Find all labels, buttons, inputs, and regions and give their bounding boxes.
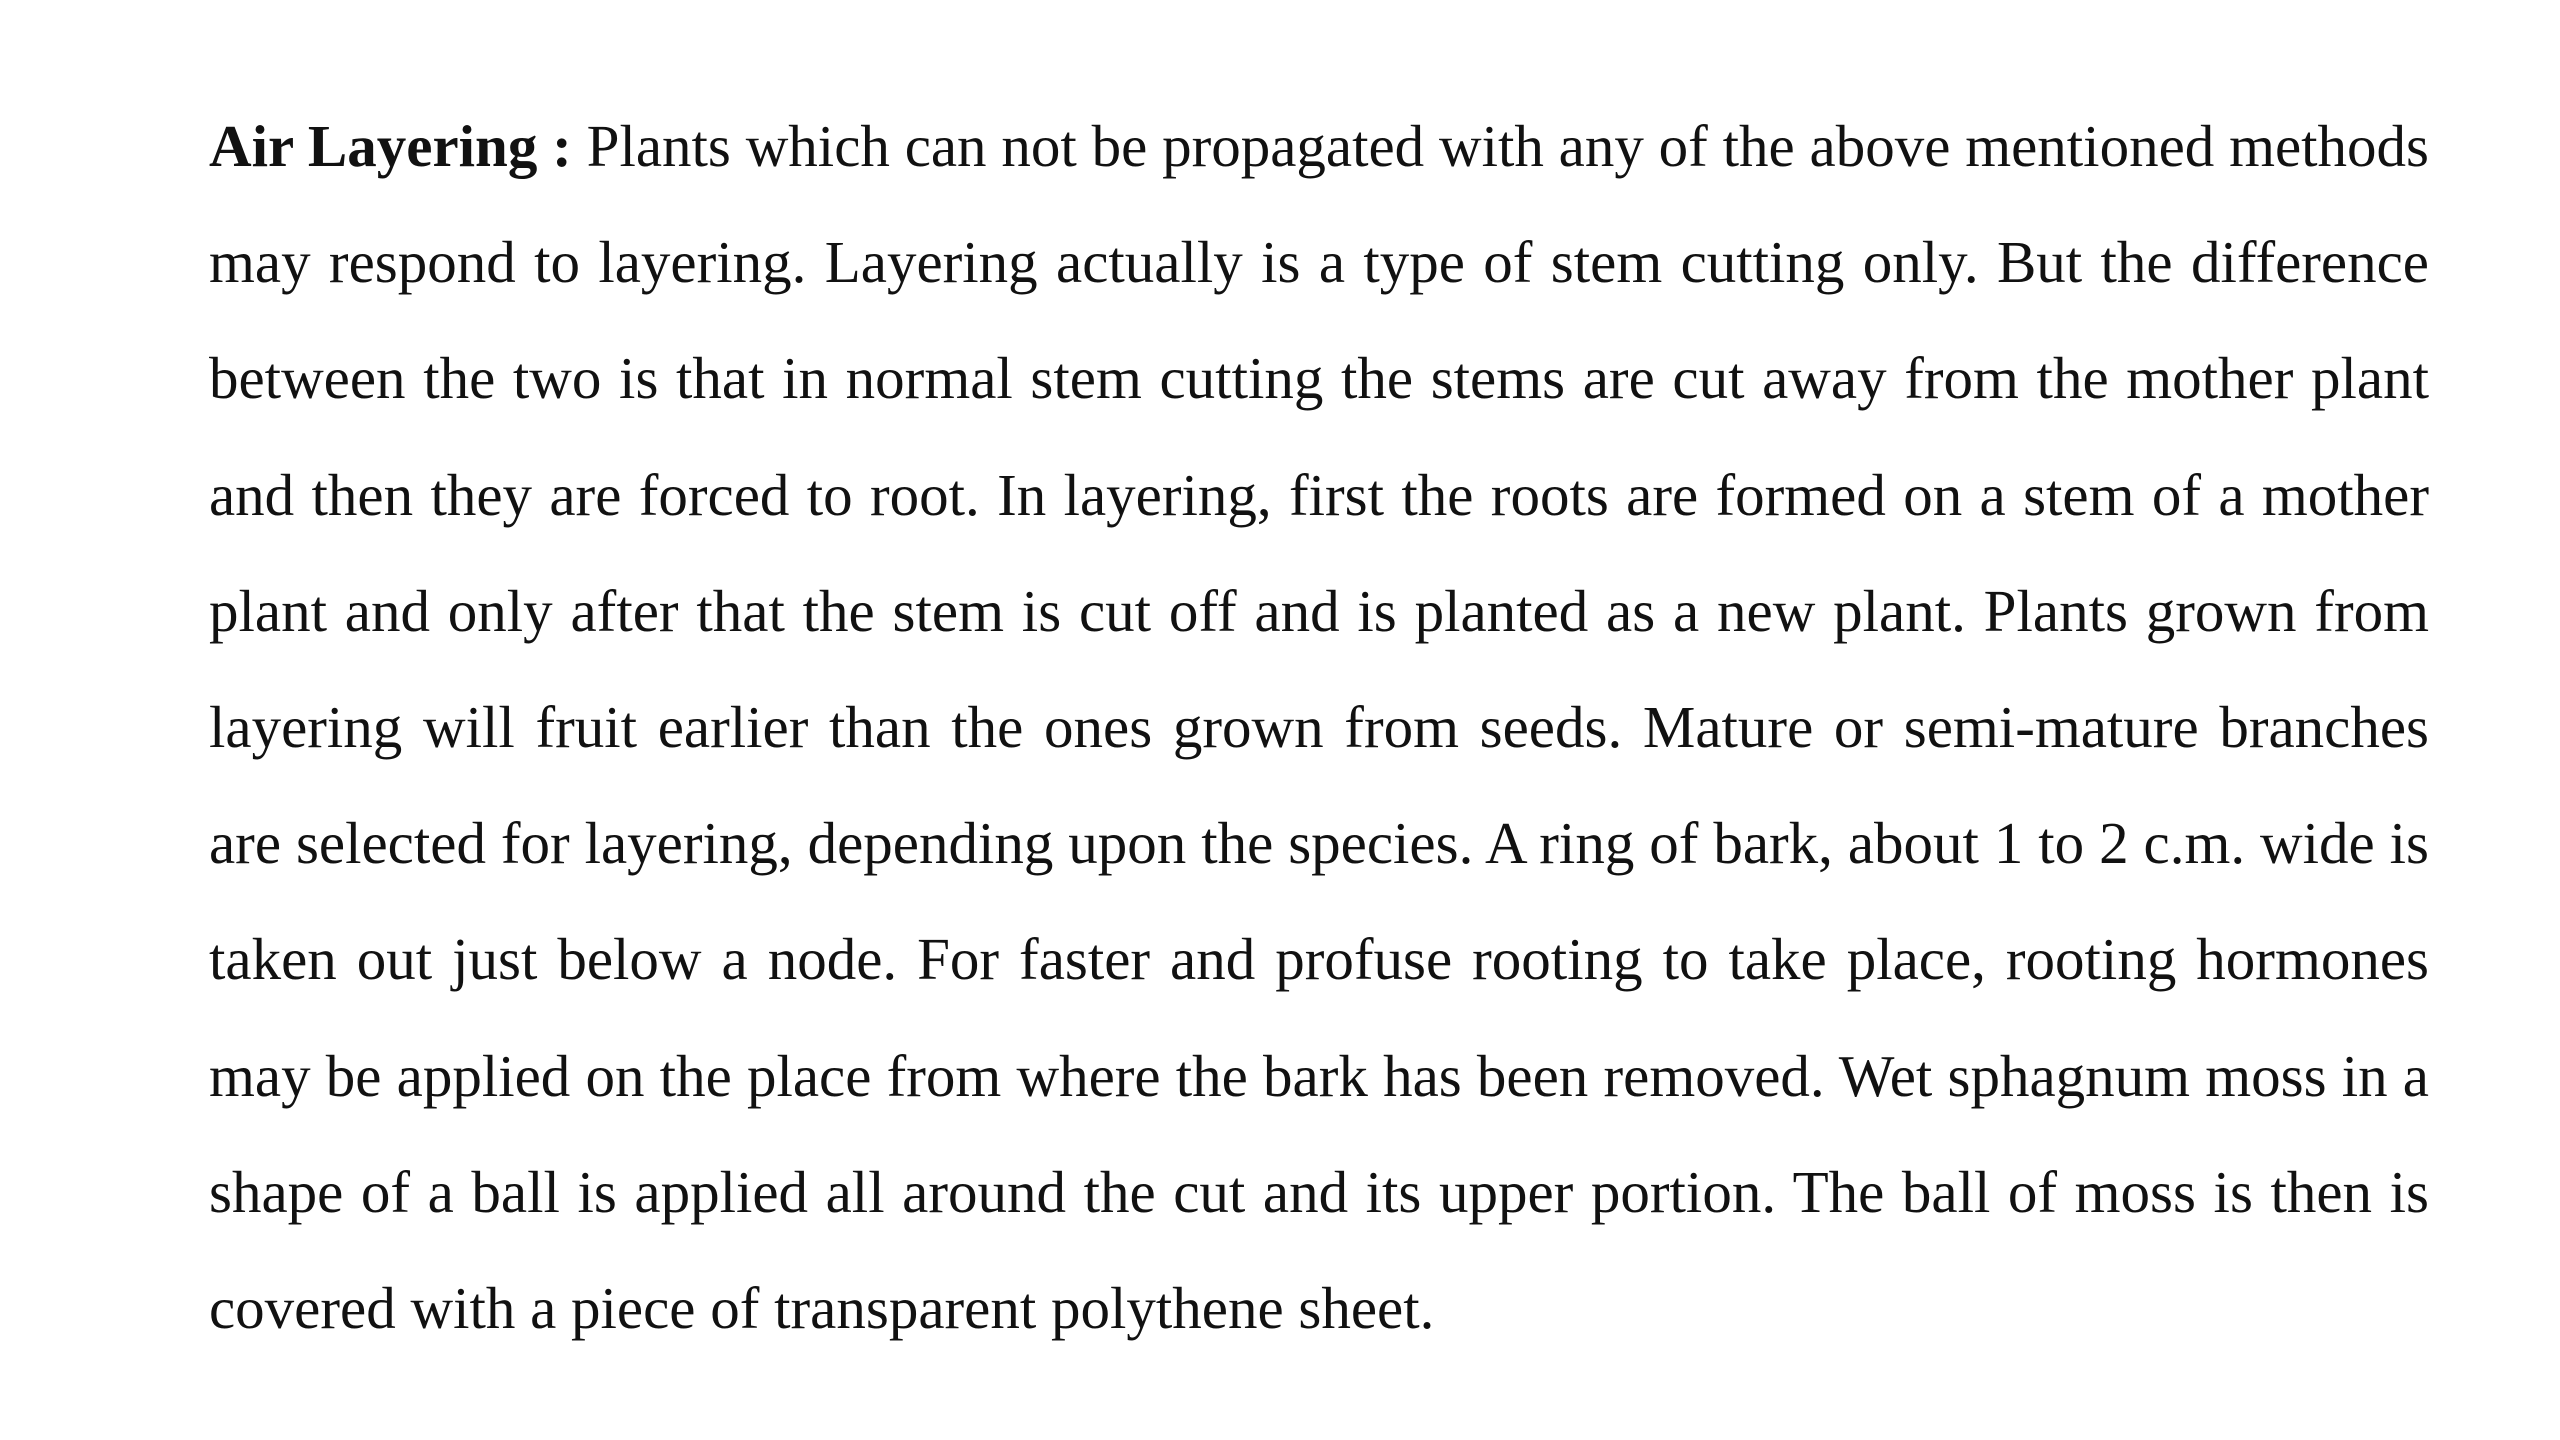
section-term-heading: Air Layering :: [209, 113, 572, 179]
paragraph-body-text: Plants which can not be propagated with any of the above mentioned methods may respond to layering. Layering actually is a type of stem cutting only. But the difference between the two is that in normal stem cutting the stems are cut away from the mother plant and then they are forced to root. In layering, first the roots are formed on a stem of a mother plant and only after that the stem is cut off and is planted as a new plant. Plants grown from layering will fruit earlier than the ones grown from seeds. Mature or semi-mature branches are selected for layering, depending upon the species. A ring of bark, about 1 to 2 c.m. wide is taken out just below a node. For faster and profuse rooting to take place, rooting hormones may be applied on the place from where the bark has been removed. Wet sphagnum moss in a shape of a ball is applied all around the cut and its upper portion. The ball of moss is then is covered with a piece of transparent polythene sheet.: [209, 113, 2429, 1342]
air-layering-paragraph: [209, 88, 2429, 1366]
